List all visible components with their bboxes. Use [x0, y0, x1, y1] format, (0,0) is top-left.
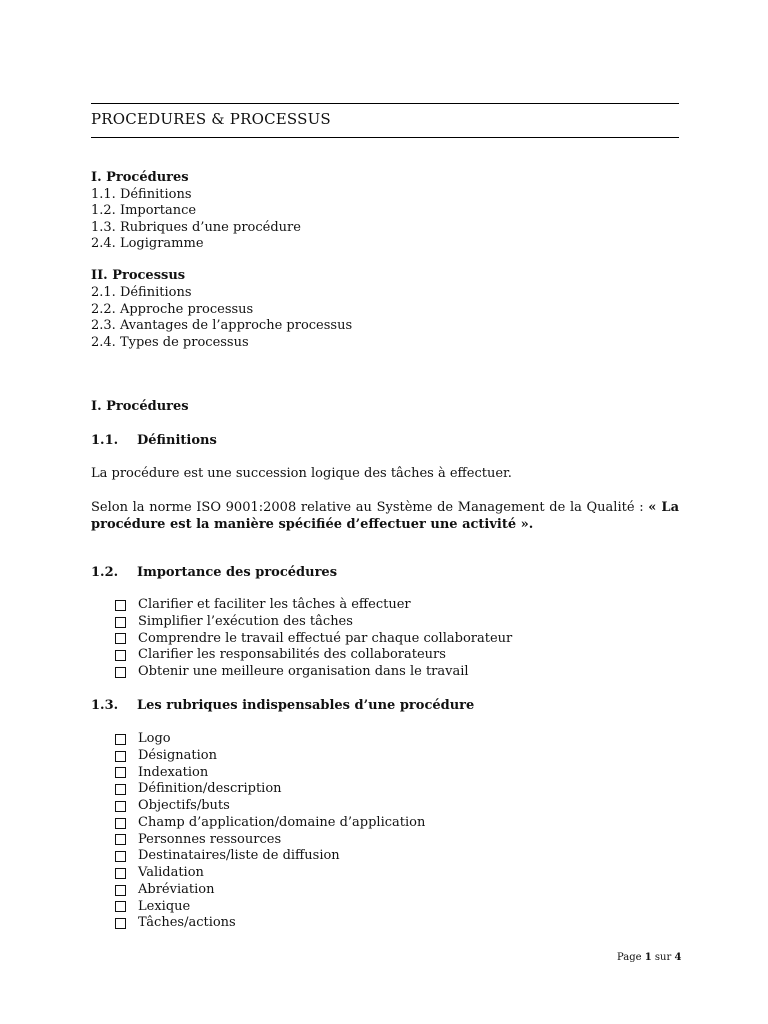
checkbox-icon: [115, 633, 126, 644]
iso-paragraph: [91, 499, 679, 533]
importance-list: [115, 597, 512, 681]
list-item-label: Abréviation: [138, 881, 215, 897]
list-item: [115, 597, 512, 614]
checkbox-icon: [115, 918, 126, 929]
list-item: [115, 865, 425, 882]
list-item: [115, 915, 425, 932]
list-item: [115, 748, 425, 765]
list-item-label: Clarifier les responsabilités des collaborateurs: [138, 647, 446, 663]
checkbox-icon: [115, 834, 126, 845]
list-item: [115, 765, 425, 782]
header-top-rule: [91, 103, 679, 104]
list-item: [115, 631, 512, 648]
heading-number: 1.3.: [91, 698, 119, 713]
list-item: [115, 832, 425, 849]
heading-number: 1.2.: [91, 565, 119, 580]
list-item-label: Lexique: [138, 898, 191, 914]
checkbox-icon: [115, 868, 126, 879]
list-item-label: Définition/description: [138, 781, 282, 797]
heading-definitions: Définitions: [137, 433, 217, 448]
toc-item: 1.1. Définitions: [91, 186, 192, 202]
list-item: [115, 614, 512, 631]
list-item: [115, 664, 512, 681]
checkbox-icon: [115, 801, 126, 812]
list-item-label: Obtenir une meilleure organisation dans le travail: [138, 664, 469, 679]
list-item-label: Indexation: [138, 764, 209, 780]
checkbox-icon: [115, 751, 126, 762]
page-separator: sur: [654, 952, 672, 963]
toc-item: 2.2. Approche processus: [91, 301, 254, 317]
list-item: [115, 882, 425, 899]
section-title: I. Procédures: [91, 399, 189, 414]
list-item-label: Logo: [138, 731, 171, 746]
list-item: [115, 848, 425, 865]
toc-item: 1.2. Importance: [91, 203, 197, 218]
list-item-label: Clarifier et faciliter les tâches à effectuer: [138, 597, 411, 612]
list-item: [115, 731, 425, 748]
list-item-label: Tâches/actions: [138, 915, 236, 931]
list-item: [115, 815, 425, 832]
list-item-label: Destinataires/liste de diffusion: [138, 848, 340, 864]
checkbox-icon: [115, 600, 126, 611]
iso-quote: « La procédure est la manière spécifiée d’effectuer une activité ».: [91, 500, 679, 532]
list-item-label: Désignation: [138, 747, 217, 763]
list-item: [115, 899, 425, 916]
checkbox-icon: [115, 818, 126, 829]
checkbox-icon: [115, 667, 126, 678]
list-item-label: Champ d’application/domaine d’application: [138, 814, 426, 830]
list-item-label: Comprendre le travail effectué par chaque collaborateur: [138, 630, 513, 646]
toc-item: 1.3. Rubriques d’une procédure: [91, 219, 301, 235]
definition-paragraph: La procédure est une succession logique des tâches à effectuer.: [91, 466, 512, 481]
checkbox-icon: [115, 734, 126, 745]
list-item: [115, 781, 425, 798]
list-item: [115, 798, 425, 815]
heading-importance: Importance des procédures: [137, 565, 338, 580]
page-current: 1: [644, 952, 652, 963]
toc-item: 2.4. Types de processus: [91, 334, 249, 350]
checkbox-icon: [115, 901, 126, 912]
document-title: PROCEDURES & PROCESSUS: [91, 110, 331, 128]
toc-item: 2.3. Avantages de l’approche processus: [91, 318, 353, 333]
iso-paragraph-lead: Selon la norme ISO 9001:2008 relative au Système de Management de la Qualité :: [91, 500, 649, 515]
list-item-label: Simplifier l’exécution des tâches: [138, 613, 353, 629]
heading-rubriques: Les rubriques indispensables d’une procédure: [137, 698, 475, 713]
toc-item: 2.1. Définitions: [91, 285, 192, 300]
checkbox-icon: [115, 617, 126, 628]
toc-part1-title: I. Procédures: [91, 170, 189, 185]
header-bottom-rule: [91, 137, 679, 138]
page-total: 4: [674, 952, 682, 963]
page-label: Page: [617, 952, 642, 963]
list-item-label: Personnes ressources: [138, 831, 282, 847]
checkbox-icon: [115, 650, 126, 661]
toc-item: 2.4. Logigramme: [91, 236, 204, 251]
checkbox-icon: [115, 784, 126, 795]
list-item-label: Validation: [138, 865, 204, 880]
toc-part2-title: II. Processus: [91, 268, 186, 283]
checkbox-icon: [115, 767, 126, 778]
checkbox-icon: [115, 851, 126, 862]
checkbox-icon: [115, 885, 126, 896]
list-item-label: Objectifs/buts: [138, 798, 230, 813]
rubriques-list: [115, 731, 425, 932]
heading-number: 1.1.: [91, 433, 119, 448]
list-item: [115, 647, 512, 664]
page-number: [617, 952, 681, 963]
